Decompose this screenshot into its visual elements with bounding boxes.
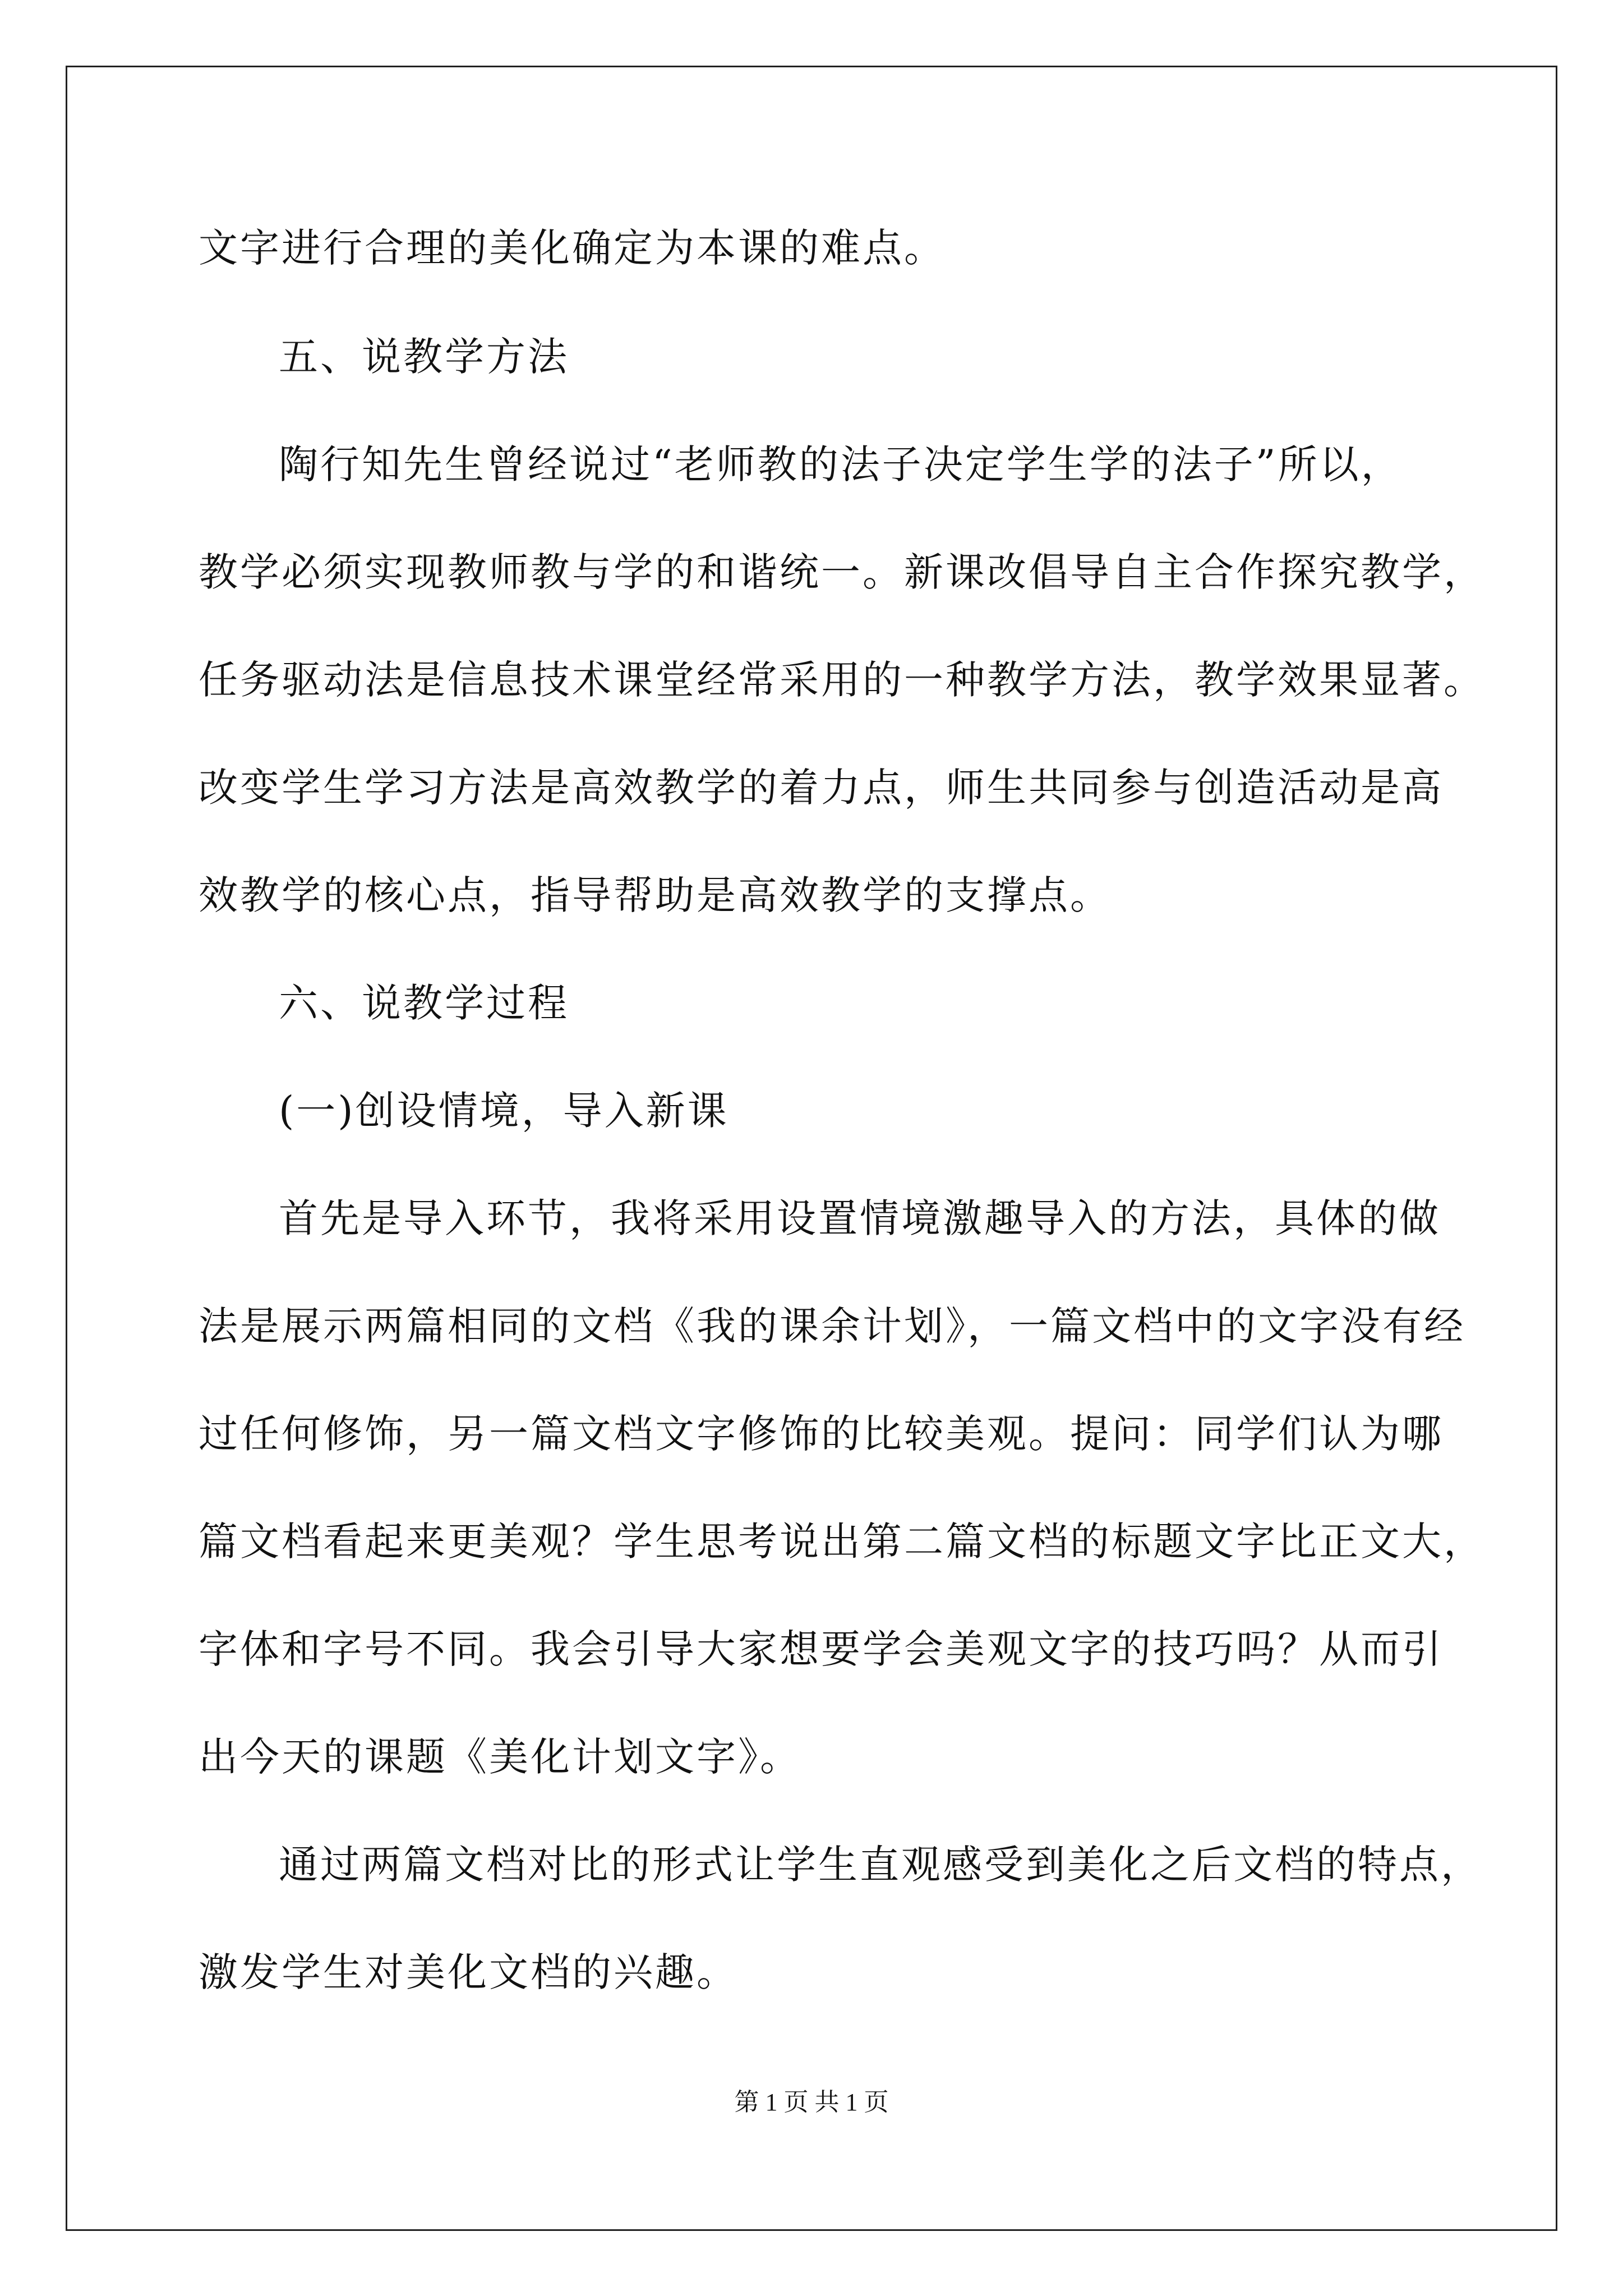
body-line: 篇文档看起来更美观？学生思考说出第二篇文档的标题文字比正文大，: [199, 1519, 1485, 1565]
body-line: 任务驱动法是信息技术课堂经常采用的一种教学方法，教学效果显著。: [199, 657, 1485, 703]
body-line: 陶行知先生曾经说过“老师教的法子决定学生学的法子”所以，: [279, 441, 1403, 487]
body-line: 教学必须实现教师教与学的和谐统一。新课改倡导自主合作探究教学，: [199, 549, 1485, 595]
body-line: 过任何修饰，另一篇文档文字修饰的比较美观。提问：同学们认为哪: [199, 1411, 1444, 1457]
section-heading: 六、说教学过程: [279, 980, 569, 1026]
body-line: 法是展示两篇相同的文档《我的课余计划》，一篇文档中的文字没有经: [199, 1303, 1465, 1349]
page-number-footer: 第 1 页 共 1 页: [734, 2088, 889, 2116]
body-line: 效教学的核心点，指导帮助是高效教学的支撑点。: [199, 872, 1112, 918]
body-line: 改变学生学习方法是高效教学的着力点，师生共同参与创造活动是高: [199, 765, 1444, 811]
body-line: 首先是导入环节，我将采用设置情境激趣导入的方法，具体的做: [279, 1195, 1441, 1241]
body-line: 激发学生对美化文档的兴趣。: [199, 1949, 738, 1995]
section-heading: 五、说教学方法: [279, 334, 569, 380]
body-line: 通过两篇文档对比的形式让学生直观感受到美化之后文档的特点，: [279, 1842, 1482, 1888]
body-line: 文字进行合理的美化确定为本课的难点。: [199, 225, 946, 271]
body-line: 字体和字号不同。我会引导大家想要学会美观文字的技巧吗？从而引: [199, 1626, 1444, 1672]
body-line: 出今天的课题《美化计划文字》。: [199, 1734, 801, 1780]
subsection-heading: (一)创设情境，导入新课: [279, 1088, 729, 1134]
page-border: [66, 66, 1557, 2231]
